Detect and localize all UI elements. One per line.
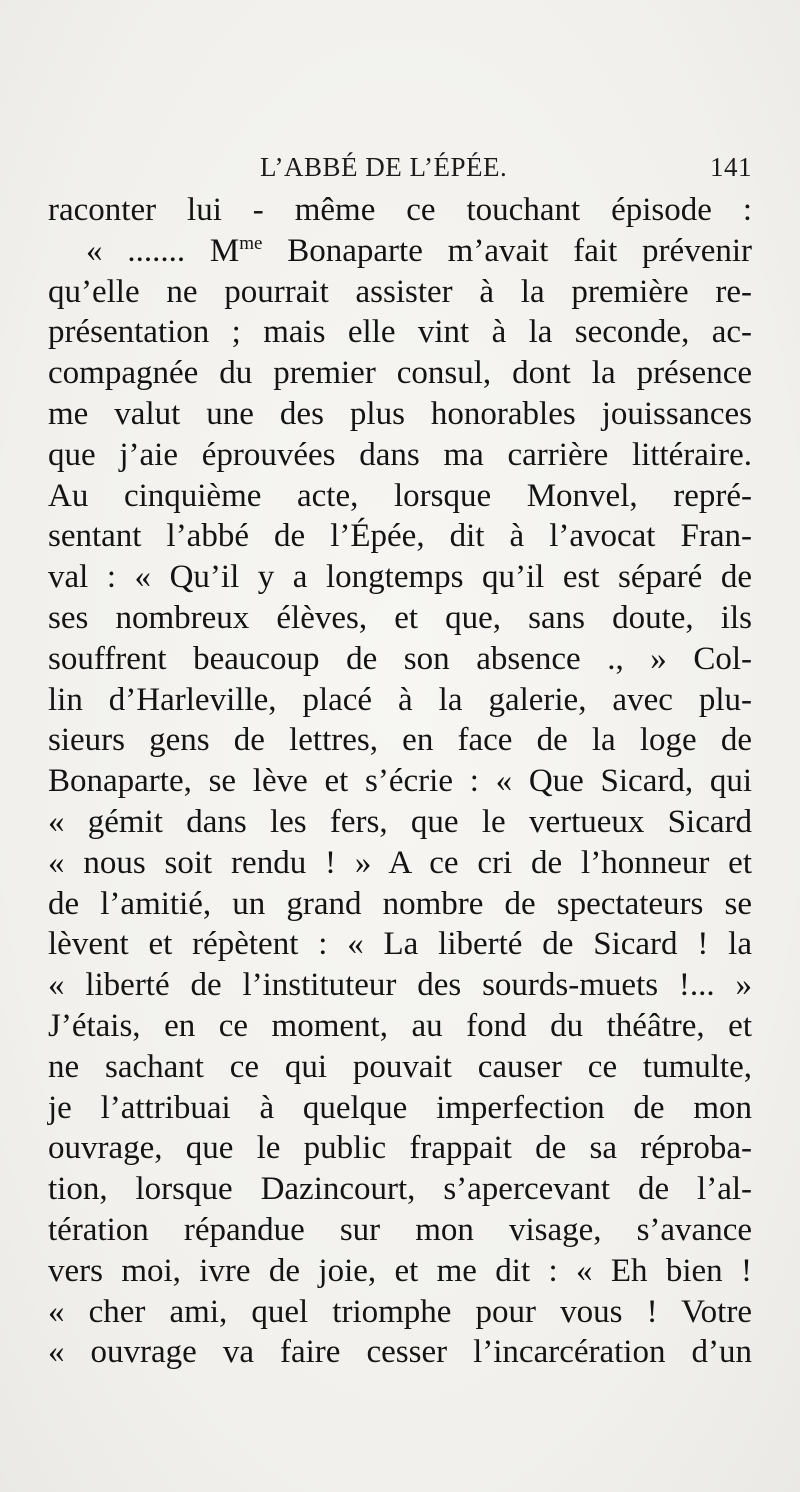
text-line: tération répandue sur mon visage, s’avance xyxy=(48,1211,752,1248)
text-line: qu’elle ne pourrait assister à la première re- xyxy=(48,273,752,310)
text-line: tion, lorsque Dazincourt, s’apercevant de l’al- xyxy=(48,1171,752,1208)
text-fragment: « ....... M xyxy=(86,232,240,269)
text-line: ne sachant ce qui pouvait causer ce tumulte, xyxy=(48,1048,752,1085)
text-line: « gémit dans les fers, que le vertueux Sicard xyxy=(48,803,752,840)
text-line: J’étais, en ce moment, au fond du théâtre, et xyxy=(48,1007,752,1044)
text-line: de l’amitié, un grand nombre de spectateurs se xyxy=(48,885,752,922)
text-line: « ouvrage va faire cesser l’incarcération d’un xyxy=(48,1334,752,1371)
text-fragment: Bonaparte m’avait fait prévenir xyxy=(262,232,752,269)
text-line: lin d’Harleville, placé à la galerie, avec plu- xyxy=(48,681,752,718)
running-head xyxy=(48,152,752,192)
text-line: sieurs gens de lettres, en face de la loge de xyxy=(48,722,752,759)
running-title: L’ABBÉ DE L’ÉPÉE. xyxy=(260,152,508,182)
text-line: « nous soit rendu ! » A ce cri de l’honneur et xyxy=(48,844,752,881)
text-line: Bonaparte, se lève et s’écrie : « Que Sicard, qui xyxy=(48,763,752,800)
text-line: souffrent beaucoup de son absence ., » Col- xyxy=(48,640,752,677)
text-line xyxy=(48,231,752,272)
text-line: que j’aie éprouvées dans ma carrière littéraire. xyxy=(48,436,752,473)
text-line: je l’attribuai à quelque imperfection de mon xyxy=(48,1089,752,1126)
text-line: présentation ; mais elle vint à la seconde, ac- xyxy=(48,314,752,351)
text-line: « liberté de l’instituteur des sourds-muets !... » xyxy=(48,967,752,1004)
text-line: lèvent et répètent : « La liberté de Sicard ! la xyxy=(48,926,752,963)
text-line: me valut une des plus honorables jouissances xyxy=(48,395,752,432)
page-number: 141 xyxy=(710,152,752,182)
superscript: me xyxy=(239,232,263,254)
text-line: « cher ami, quel triomphe pour vous ! Votre xyxy=(48,1293,752,1330)
body-text xyxy=(48,190,752,1373)
text-line: vers moi, ivre de joie, et me dit : « Eh bien ! xyxy=(48,1252,752,1289)
text-line: Au cinquième acte, lorsque Monvel, repré- xyxy=(48,477,752,514)
text-line: ses nombreux élèves, et que, sans doute, ils xyxy=(48,599,752,636)
text-line: sentant l’abbé de l’Épée, dit à l’avocat Fran- xyxy=(48,518,752,555)
text-line: raconter lui - même ce touchant épisode : xyxy=(48,192,752,228)
text-line: compagnée du premier consul, dont la présence xyxy=(48,355,752,392)
text-line: ouvrage, que le public frappait de sa réproba- xyxy=(48,1130,752,1167)
text-line: val : « Qu’il y a longtemps qu’il est séparé de xyxy=(48,559,752,596)
